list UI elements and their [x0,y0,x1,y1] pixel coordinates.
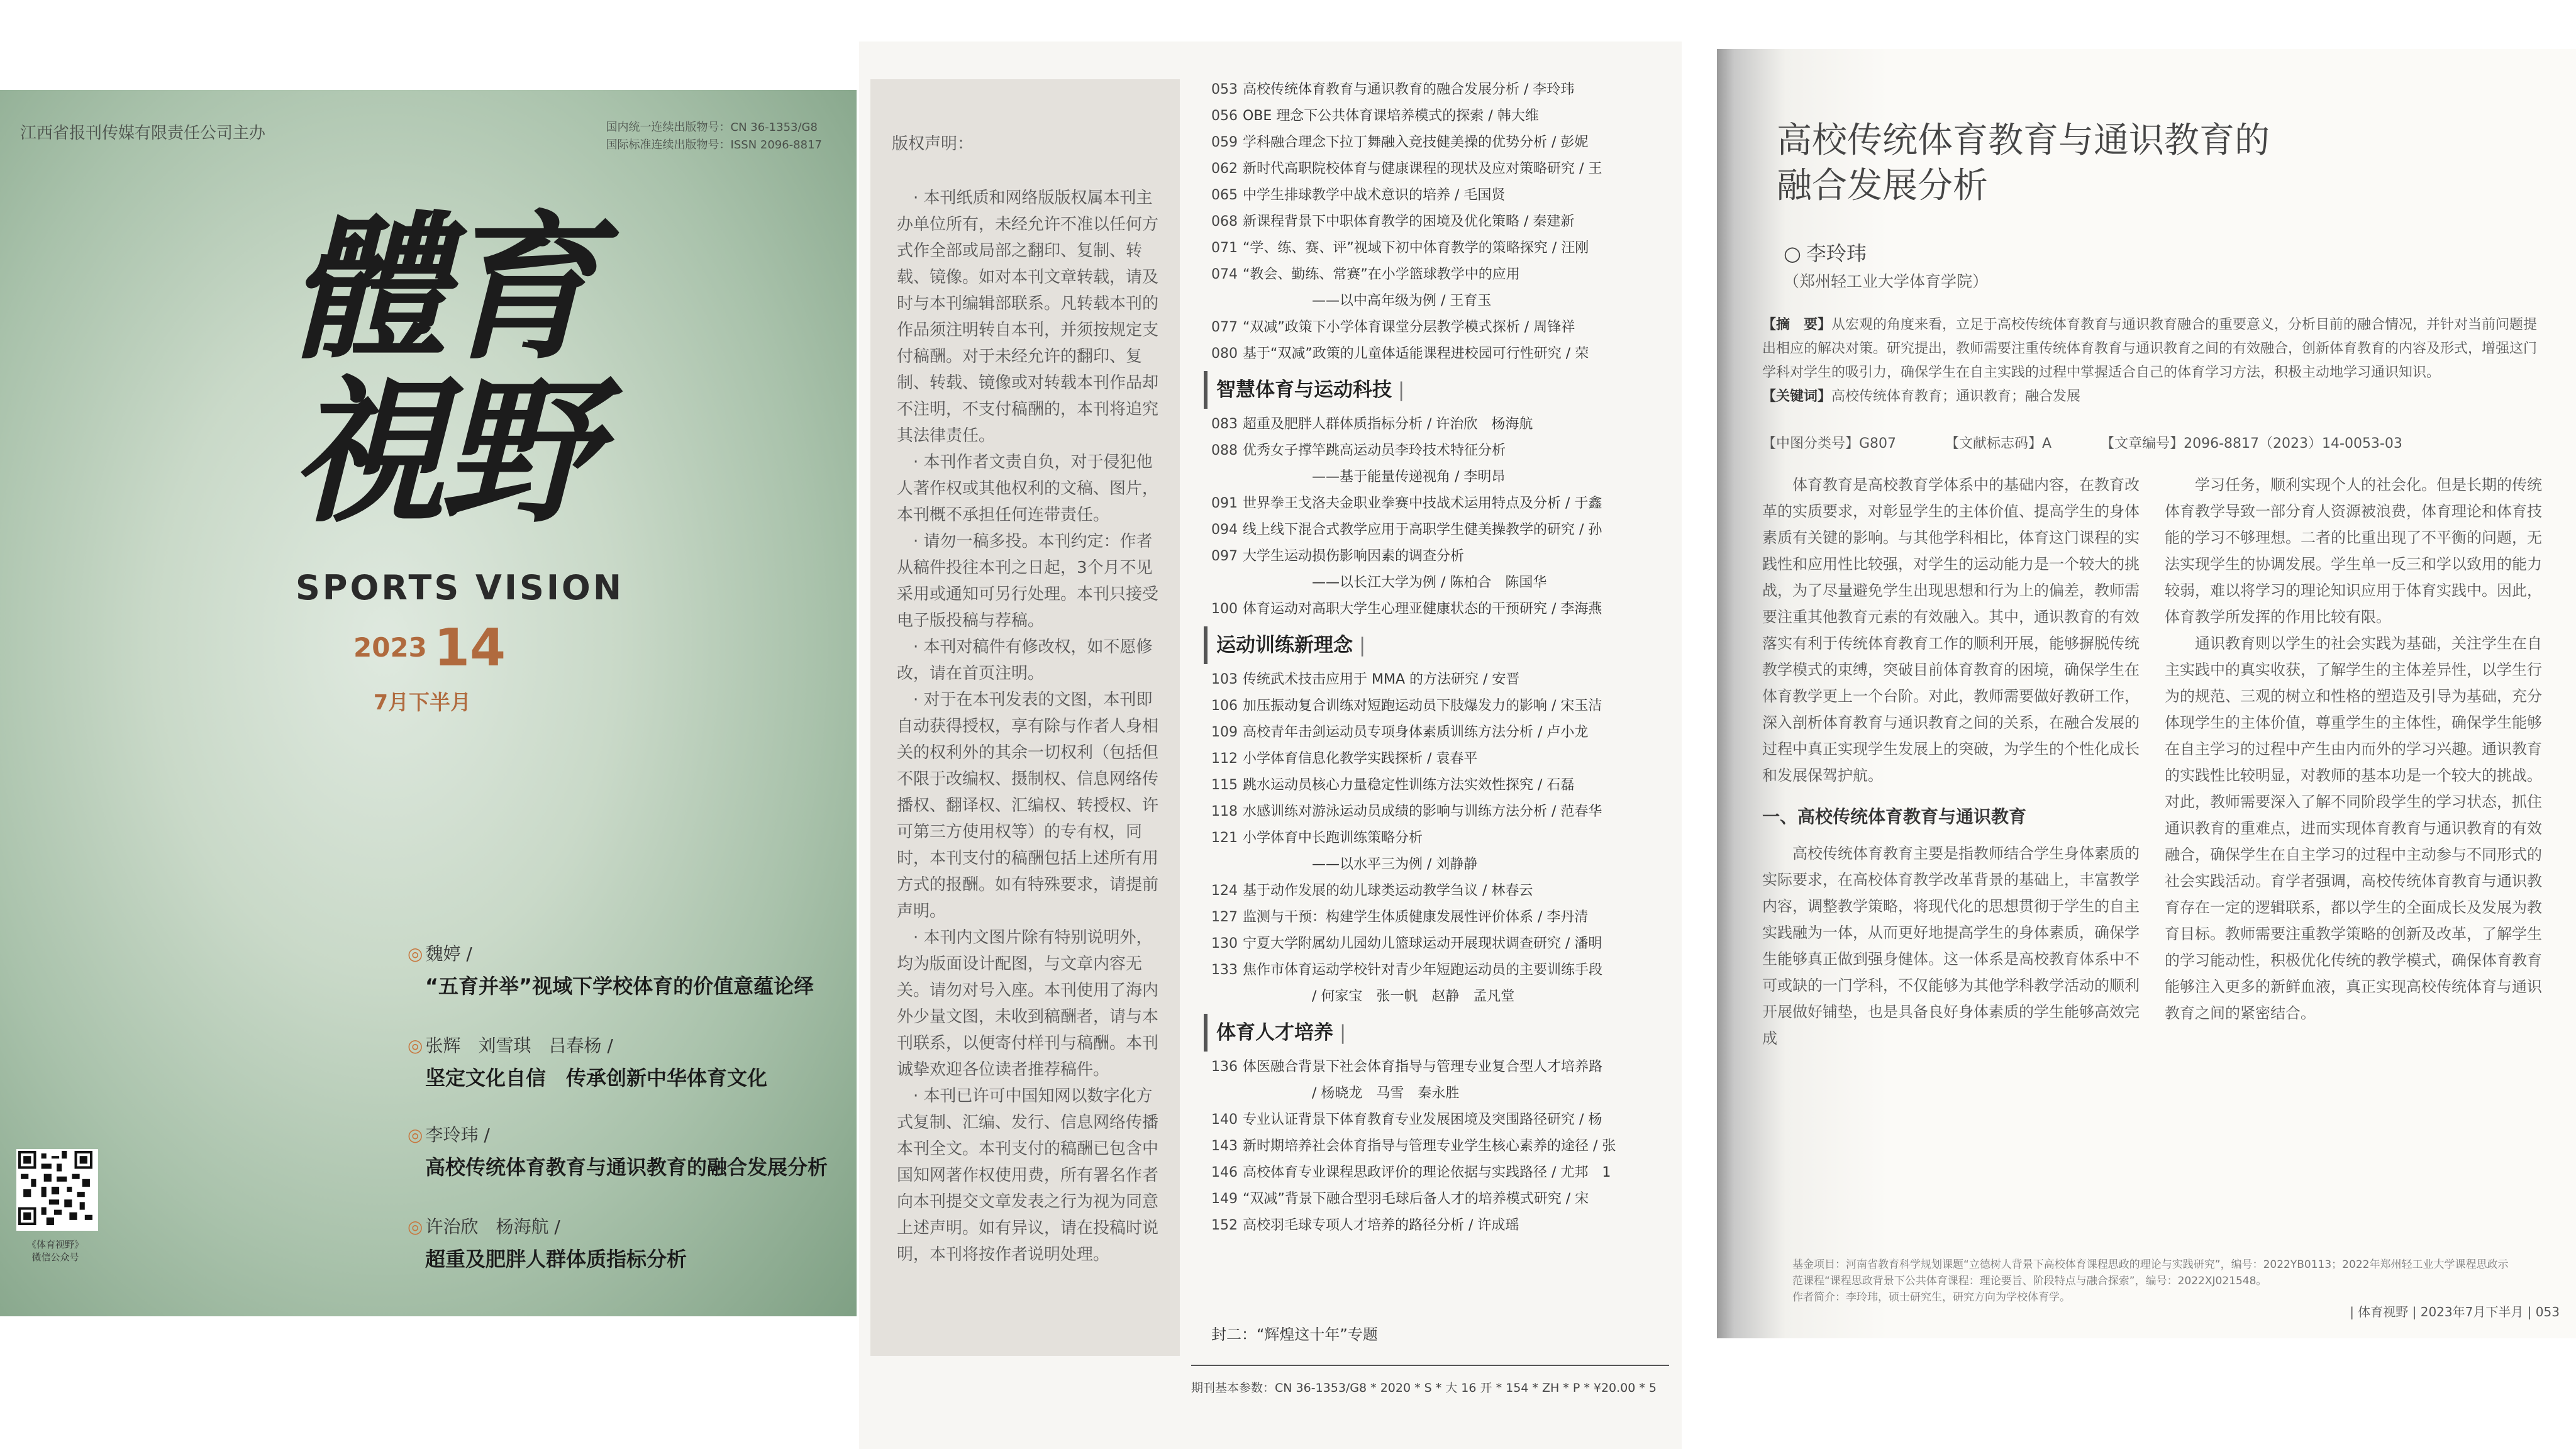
toc-entry[interactable] [1211,825,1677,852]
toc-entry-title: 学科融合理念下拉丁舞融入竞技健美操的优势分析 / 彭妮 [1243,135,1589,150]
paragraph: 高校传统体育教育主要是指教师结合学生身体素质的实际要求，在高校体育教学改革背景的基础上，丰富教学内容，调整教学策略，将现代化的思想贯彻于学生的自主实践融为一体，从而更好地提高学生的身体素质，确保学生能够真正做到强身健体。这一体系是高校教育体系中不可或缺的一门学科，不仅能够为其他学科教学活动的顺利开展做好铺垫，也是具备良好身体素质的学生能够高效完成 [1762,845,2140,1047]
paragraph: 通识教育则以学生的社会实践为基础，关注学生在自主实践中的真实收获，了解学生的主体差异性，以学生行为的规范、三观的树立和性格的塑造及引导为基础，充分体现学生的主体价值，尊重学生的主体性，确保学生能够在自主学习的过程中产生由内而外的学习兴趣。通识教育的实践性比较明显，对教师的基本功是一个较大的挑战。对此，教师需要深入了解不同阶段学生的学习状态，抓住通识教育的重难点，进而实现体育教育与通识教育的有效融合，确保学生在自主学习的过程中主动参与不同形式的社会实践活动。育学者强调，高校传统体育教育与通识教育存在一定的逻辑联系，都以学生的全面成长及发展为教育目标。教师需要注重教学策略的创新及改革，了解学生的学习能动性，积极优化传统的教学模式，确保体育教育能够注入更多的新鲜血液，真正实现高校传统体育与通识教育之间的紧密结合。 [2165,635,2542,1022]
toc-entry[interactable] [1211,799,1677,825]
toc-entry-title: 传统武术技击应用于 MMA 的方法研究 / 安晋 [1243,672,1520,687]
toc-entry-title: 新时期培养社会体育指导与管理专业学生核心素养的途径 / 张 [1243,1138,1616,1154]
toc-entry[interactable] [1211,130,1677,156]
toc-page-number: 094 [1211,522,1238,538]
toc-page-number: 074 [1211,267,1238,282]
toc-entry[interactable] [1211,235,1677,262]
toc-page-number: 124 [1211,883,1238,899]
toc-entry-title: 监测与干预：构建学生体质健康发展性评价体系 / 李丹清 [1243,909,1589,925]
toc-entry-title: ——基于能量传递视角 / 李明昂 [1312,469,1506,485]
clc-number: 【中图分类号】G807 [1762,436,1897,452]
cover-issn-number: 国际标准连续出版物号：ISSN 2096-8817 [606,138,822,152]
toc-entry-title: 小学体育中长跑训练策略分析 [1243,830,1423,846]
paragraph: 体育教育是高校教育学体系中的基础内容，在教育改革的实质要求，对彰显学生的主体价值、提高学生的身体素质有关键的影响。与其他学科相比，体育这门课程的实践性和应用性比较强，对学生的运动能力是一个较大的挑战，为了尽量避免学生出现思想和行为上的偏差，教师需要注重其他教育元素的有效融入。其中，通识教育的有效落实有利于传统体育教育工作的顺利开展，能够摒脱传统教学模式的束缚，突破目前体育教育的困境，确保学生在体育教学更上一个台阶。对此，教师需要做好教研工作，深入剖析体育教育与通识教育之间的关系，在融合发展的过程中真正实现学生发展上的突破，为学生的个性化成长和发展保驾护航。 [1762,476,2140,784]
logo-char-2: 育 [440,196,597,380]
toc-page-number: 053 [1211,82,1238,97]
feature-author: ◎ 李玲玮 / [408,1121,828,1146]
qr-code-icon [16,1149,98,1231]
toc-entry-title: 加压振动复合训练对短跑运动员下肢爆发力的影响 / 宋玉洁 [1243,698,1602,714]
toc-entry-title: 高校青年击剑运动员专项身体素质训练方法分析 / 卢小龙 [1243,724,1589,740]
toc-page-number: 133 [1211,962,1238,978]
copyright-text: · 本刊纸质和网络版版权属本刊主办单位所有，未经允许不准以任何方式作全部或局部之翻印、复制、转载、镜像。如对本刊文章转载，请及时与本刊编辑部联系。凡转载本刊的作品须注明转自本刊，并须按规定支付稿酬。对于未经允许的翻印、复制、转载、镜像或对转载本刊作品却不注明，不支付稿酬的，本刊将追究其法律责任。 · 本刊作者文责自负，对于侵犯他人著作权或其他权利的文稿、图片，本刊概不承担任何连带责任。 · 请勿一稿多投。本刊约定：作者从稿件投往本刊之日起，3个月不见采用或通知可另行处理。本刊只接受电子版投稿与荐稿。 · 本刊对稿件有修改权，如不愿修改，请在首页注明。 · 对于在本刊发表的文图，本刊即自动获得授权，享有除与作者人身相关的权利外的其余一切权利（包括但不限于改编权、摄制权、信息网络传播权、翻译权、汇编权、转授权、许可第三方使用权等）的专有权，同时，本刊支付的稿酬包括上述所有用方式的报酬。如有特殊要求，请提前声明。 · 本刊内文图片除有特别说明外，均为版面设计配图，与文章内容无关。请勿对号入座。本刊使用了海内外少量文图，未收到稿酬者，请与本刊联系，以便寄付样刊与稿酬。本刊诚挚欢迎各位读者推荐稿件。 · 本刊已许可中国知网以数字化方式复制、汇编、发行、信息网络传播本刊全文。本刊支付的稿酬已包含中国知网著作权使用费，所有署名作者向本刊提交文章发表之行为视为同意上述声明。如有异议，请在投稿时说明，本刊将按作者说明处理。 [897,189,1159,1264]
abstract-text: 从宏观的角度来看，立足于高校传统体育教育与通识教育融合的重要意义，分析目前的融合情况，并针对当前问题提出相应的解决对策。研究提出，教师需要注重传统体育教育与通识教育之间的有效融合，创新体育教育的内容及形式，增强这门学科对学生的吸引力，确保学生在自主实践的过程中掌握适合自己的体育学习方法，积极主动地学习通识知识。 [1762,317,2538,380]
toc-entry-title: 水感训练对游泳运动员成绩的影响与训练方法分析 / 范春华 [1243,804,1602,819]
toc-entry-title: 基于动作发展的幼儿球类运动教学刍议 / 林春云 [1243,883,1533,899]
toc-entry[interactable] [1211,182,1677,209]
toc-page-number: 149 [1211,1191,1238,1207]
toc-page-number: 109 [1211,724,1238,740]
toc-entry-title: “双减”政策下小学体育课堂分层教学模式探析 / 周锋祥 [1243,319,1575,335]
cover-cn-number: 国内统一连续出版物号：CN 36-1353/G8 [606,121,818,134]
toc-section-heading: 运动训练新理念 | [1204,626,1677,664]
abstract-label: 【摘 要】 [1762,317,1832,333]
toc-entry-title: 线上线下混合式教学应用于高职学生健美操教学的研究 / 孙 [1243,522,1602,538]
toc-entry[interactable] [1211,491,1677,517]
divider [1191,1365,1669,1366]
toc-entry[interactable] [1211,156,1677,182]
toc-entry[interactable] [1211,596,1677,623]
cover2-note: 封二：“辉煌这十年”专题 [1211,1326,1378,1343]
feature-author: ◎ 张辉 刘雪琪 吕春杨 / [408,1032,767,1057]
toc-entry[interactable] [1211,543,1677,570]
toc-entry[interactable] [1211,1133,1677,1160]
toc-entry-title: 焦作市体育运动学校针对青少年短跑运动员的主要训练手段 [1243,962,1603,978]
feature-title: 超重及肥胖人群体质指标分析 [425,1247,687,1271]
toc-entry[interactable] [1211,438,1677,464]
toc-entry-title: ——以长江大学为例 / 陈柏合 陈国华 [1312,575,1547,591]
feature-title: 高校传统体育教育与通识教育的融合发展分析 [425,1155,828,1179]
toc-entry-title: 专业认证背景下体育教育专业发展困境及突围路径研究 / 杨 [1243,1112,1602,1128]
toc-page-number: 140 [1211,1112,1238,1128]
cover-year: 2023 [353,632,427,663]
funding-note: 基金项目：河南省教育科学规划课题“立德树人背景下高校体育课程思政的理论与实践研究”，编号：2022YB0113；2022年郑州轻工业大学课程思政示范课程“课程思政背景下公共体育课程：理论要旨、阶段特点与融合探索”，编号：2022XJ021548。 作者简介：李玲玮，硕士研究生，研究方向为学校体育学。 [1792,1258,2509,1304]
toc-entry[interactable] [1211,1213,1677,1239]
toc-entry[interactable] [1211,517,1677,543]
toc-entry[interactable] [1211,570,1677,596]
toc-entry[interactable] [1211,878,1677,904]
toc-entry-title: 高校羽毛球专项人才培养的路径分析 / 许成瑶 [1243,1218,1519,1233]
cover-english-title: SPORTS VISION [296,568,625,608]
toc-entry[interactable] [1211,103,1677,130]
toc-page-number [1211,852,1243,878]
toc-entry[interactable] [1211,341,1677,367]
toc-entry-title: 宁夏大学附属幼儿园幼儿篮球运动开展现状调查研究 / 潘明 [1243,936,1602,952]
toc-entry[interactable] [1211,314,1677,341]
toc-entry[interactable] [1211,262,1677,288]
feature-title: 坚定文化自信 传承创新中华体育文化 [425,1066,768,1090]
toc-entry[interactable] [1211,904,1677,931]
magazine-cover [0,90,857,1316]
toc-entry-title: 体育运动对高职大学生心理亚健康状态的干预研究 / 李海燕 [1243,601,1602,617]
toc-page-number [1211,464,1243,491]
article-page [1717,49,2576,1338]
toc-page-number: 121 [1211,830,1238,846]
toc-entry-title: “教会、勤练、常赛”在小学篮球教学中的应用 [1243,267,1520,282]
toc-page-number: 080 [1211,346,1238,362]
contents-page [859,42,1682,1449]
toc-entry-title: ——以中高年级为例 / 王育玉 [1312,293,1492,309]
cover-publisher: 江西省报刊传媒有限责任公司主办 [20,124,266,143]
feature-title: “五育并举”视域下学校体育的价值意蕴论绎 [425,974,814,998]
article-number: 【文章编号】2096-8817（2023）14-0053-03 [2101,436,2402,452]
toc-entry-title: 新课程背景下中职体育教学的困境及优化策略 / 秦建新 [1243,214,1575,230]
article-column-right [2165,472,2542,1026]
toc-entry-title: OBE 理念下公共体育课培养模式的探索 / 韩大维 [1243,108,1539,124]
toc-entry-title: 跳水运动员核心力量稳定性训练方法实效性探究 / 石磊 [1243,777,1575,793]
toc-entry-title: 体医融合背景下社会体育指导与管理专业复合型人才培养路 [1243,1059,1603,1075]
keywords-label: 【关键词】 [1762,389,1832,404]
copyright-title: 版权声明： [892,135,974,153]
toc-entry[interactable] [1211,1160,1677,1186]
toc-page-number: 136 [1211,1059,1238,1075]
toc-page-number [1211,984,1243,1010]
cover-half-month: 7月下半月 [374,690,471,714]
feature-author: ◎ 许治欣 杨海航 / [408,1213,687,1238]
article-meta [1762,433,2542,452]
toc-page-number: 112 [1211,751,1238,767]
toc-entry[interactable] [1211,719,1677,746]
toc-page-number [1211,570,1243,596]
toc-page-number: 071 [1211,240,1238,256]
toc-entry[interactable] [1211,772,1677,799]
toc-entry[interactable] [1211,288,1677,314]
toc-entry-title: 基于“双减”政策的儿童体适能课程进校园可行性研究 / 荣 [1243,346,1589,362]
toc-page-number: 130 [1211,936,1238,952]
paragraph: 学习任务，顺利实现个人的社会化。但是长期的传统体育教学导致一部分育人资源被浪费，体育理论和体育技能的学习不够理想。二者的比重出现了不平衡的问题，无法实现学生的协调发展。学生单一反三和学以致用的能力较弱，难以将学习的理论知识应用于体育实践中。因此，体育教学所发挥的作用比较有限。 [2165,476,2542,626]
toc-entry-title: 高校传统体育教育与通识教育的融合发展分析 / 李玲玮 [1243,82,1575,97]
logo-char-1: 體 [289,196,447,380]
toc-page-number: 083 [1211,416,1238,432]
toc-section-heading: 智慧体育与运动科技 | [1204,371,1677,409]
toc-entry-title: 小学体育信息化教学实践探析 / 袁春平 [1243,751,1478,767]
toc-page-number: 118 [1211,804,1238,819]
toc-page-number: 143 [1211,1138,1238,1154]
toc-page-number: 103 [1211,672,1238,687]
toc-entry[interactable] [1211,957,1677,984]
toc-entry[interactable] [1211,693,1677,719]
toc-page-number: 115 [1211,777,1238,793]
toc-entry-title: “双减”背景下融合型羽毛球后备人才的培养模式研究 / 宋 [1243,1191,1589,1207]
toc-entry-title: 超重及肥胖人群体质指标分析 / 许治欣 杨海航 [1243,416,1533,432]
toc-page-number: 062 [1211,161,1238,177]
toc-entry[interactable] [1211,931,1677,957]
toc-page-number: 097 [1211,548,1238,564]
toc-page-number: 127 [1211,909,1238,925]
keywords-text: 高校传统体育教育；通识教育；融合发展 [1831,389,2081,404]
toc-entry[interactable] [1211,464,1677,491]
logo-char-3: 視 [289,359,447,544]
toc-page-number: 077 [1211,319,1238,335]
toc-entry[interactable] [1211,667,1677,693]
toc-entry-title: / 杨晓龙 马雪 秦永胜 [1312,1085,1460,1101]
toc-entry[interactable] [1211,1080,1677,1107]
logo-char-4: 野 [440,359,597,544]
toc-entry-title: 高校体育专业课程思政评价的理论依据与实践路径 / 尤邦 1 [1243,1165,1611,1180]
table-of-contents [1211,77,1677,1239]
article-column-left [1762,472,2140,1052]
page-footer: | 体育视野 | 2023年7月下半月 | 053 [2350,1304,2560,1319]
toc-entry[interactable] [1211,1054,1677,1080]
toc-entry[interactable] [1211,1107,1677,1133]
cover-issue-number: 14 [434,618,506,678]
cover-feature [408,1213,687,1272]
toc-page-number: 100 [1211,601,1238,617]
article-affiliation: （郑州轻工业大学体育学院） [1784,272,1989,291]
toc-entry[interactable] [1211,209,1677,235]
cover-feature [408,940,814,999]
document-code: 【文献标志码】A [1945,436,2052,452]
toc-page-number [1211,1080,1243,1107]
toc-entry[interactable] [1211,746,1677,772]
toc-page-number: 146 [1211,1165,1238,1180]
cover-issn [606,119,822,154]
toc-entry-title: 大学生运动损伤影响因素的调查分析 [1243,548,1465,564]
toc-entry[interactable] [1211,411,1677,438]
toc-entry-title: “学、练、赛、评”视域下初中体育教学的策略探究 / 汪刚 [1243,240,1589,256]
toc-page-number [1211,288,1243,314]
toc-entry[interactable] [1211,77,1677,103]
toc-entry[interactable] [1211,1186,1677,1213]
toc-entry-title: 新时代高职院校体育与健康课程的现状及应对策略研究 / 王 [1243,161,1602,177]
toc-page-number: 091 [1211,496,1238,511]
cover-feature [408,1032,767,1091]
feature-author: ◎ 魏婷 / [408,940,814,965]
article-title: 高校传统体育教育与通识教育的 融合发展分析 [1777,120,2270,206]
toc-page-number: 068 [1211,214,1238,230]
toc-page-number: 065 [1211,187,1238,203]
journal-params: 期刊基本参数：CN 36-1353/G8 * 2020 * S * 大 16 开 * 154 * ZH * P * ¥20.00 * 5 [1191,1381,1657,1395]
toc-page-number: 106 [1211,698,1238,714]
toc-entry-title: ——以水平三为例 / 刘静静 [1312,857,1478,872]
toc-entry-title: 中学生排球教学中战术意识的培养 / 毛国贤 [1243,187,1506,203]
qr-caption: 《体育视野》 微信公众号 [26,1239,84,1263]
section-heading: 一、高校传统体育教育与通识教育 [1762,806,2027,827]
toc-page-number: 088 [1211,443,1238,458]
article-author: ○ 李玲玮 [1784,238,1867,267]
cover-feature [408,1121,828,1180]
toc-entry-title: / 何家宝 张一帆 赵静 孟凡堂 [1312,989,1515,1004]
toc-entry-title: 世界拳王戈洛夫金职业拳赛中技战术运用特点及分析 / 于鑫 [1243,496,1602,511]
toc-entry[interactable] [1211,984,1677,1010]
toc-page-number: 152 [1211,1218,1238,1233]
toc-section-heading: 体育人才培养 | [1204,1014,1677,1052]
article-abstract [1762,313,2542,409]
toc-page-number: 056 [1211,108,1238,124]
toc-entry-title: 优秀女子撑竿跳高运动员李玲技术特征分析 [1243,443,1506,458]
toc-entry[interactable] [1211,852,1677,878]
toc-page-number: 059 [1211,135,1238,150]
